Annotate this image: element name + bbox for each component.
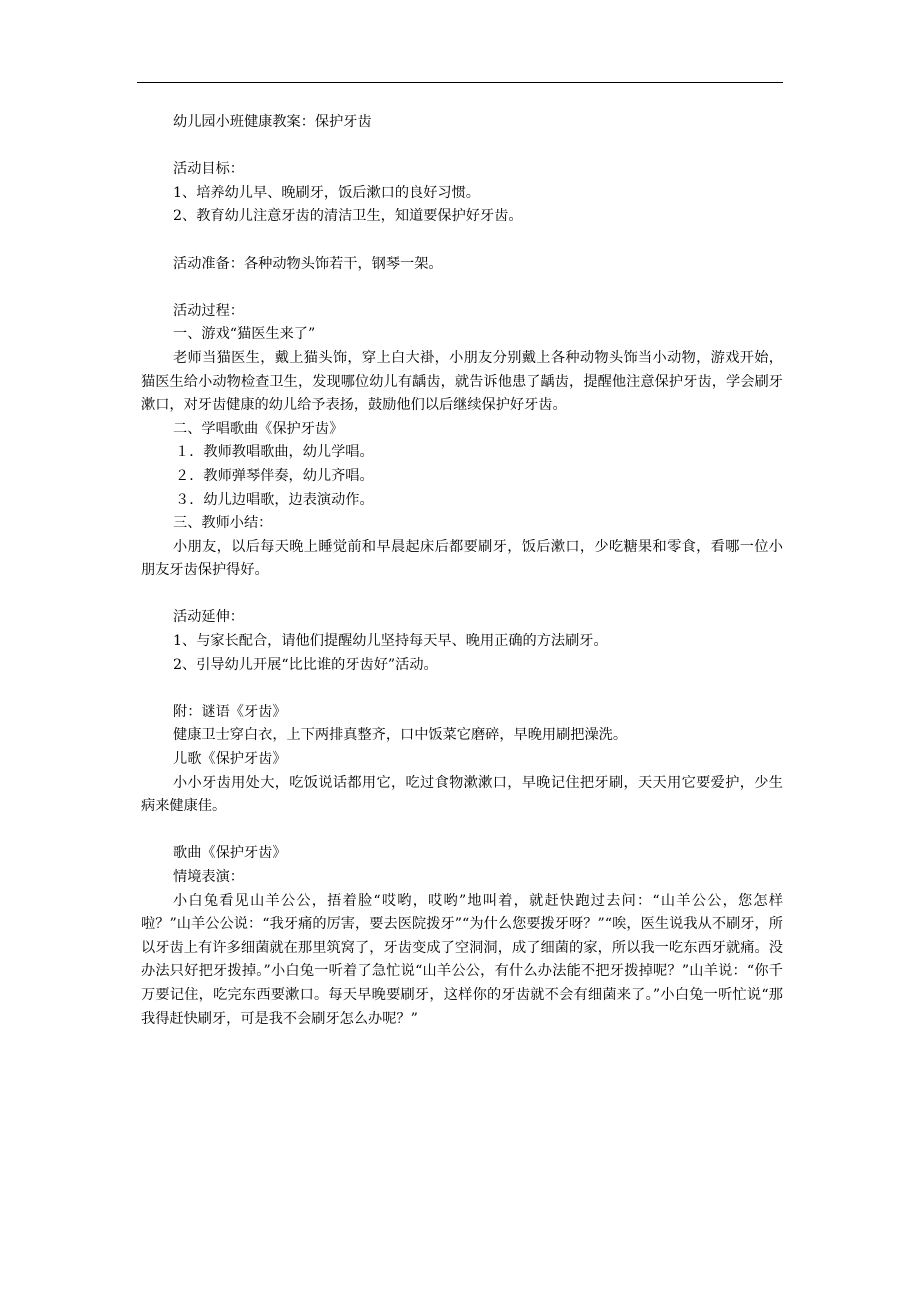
step1-text: 老师当猫医生，戴上猫头饰，穿上白大褂，小朋友分别戴上各种动物头饰当小动物，游戏开始，猫医生给小动物检查卫生，发现哪位幼儿有龋齿，就告诉他患了龋齿，提醒他注意保护牙齿，学会刷牙漱口，对牙齿健康的幼儿给予表扬，鼓励他们以后继续保护好牙齿。 (141, 349, 783, 414)
step2-item: ２．教师弹琴伴奏，幼儿齐唱。 (175, 467, 374, 484)
goal-item: 2、教育幼儿注意牙齿的清洁卫生，知道要保护好牙齿。 (173, 208, 523, 225)
spacer (141, 229, 783, 253)
header-rule (137, 82, 783, 83)
step3-text: 小朋友，以后每天晚上睡觉前和早晨起床后都要刷牙，饭后漱口，少吃糖果和零食，看哪一位小朋友牙齿保护得好。 (141, 538, 783, 579)
spacer (141, 677, 783, 701)
step1-title: 一、游戏“猫医生来了” (173, 326, 316, 343)
rhyme-text: 小小牙齿用处大，吃饭说话都用它，吃过食物漱漱口，早晚记住把牙刷，天天用它要爱护，少生病来健康佳。 (141, 774, 783, 815)
step2-item: １．教师教唱歌曲，幼儿学唱。 (175, 444, 374, 461)
extension-heading: 活动延伸： (173, 609, 244, 626)
spacer (141, 583, 783, 607)
step3-title: 三、教师小结： (173, 515, 273, 532)
preparation: 活动准备：各种动物头饰若干，钢琴一架。 (173, 255, 443, 272)
extension-item: 2、引导幼儿开展“比比谁的牙齿好”活动。 (173, 656, 438, 673)
extension-item: 1、与家长配合，请他们提醒幼儿坚持每天早、晚用正确的方法刷牙。 (173, 633, 608, 650)
goals-heading: 活动目标： (173, 161, 244, 178)
song-heading: 歌曲《保护牙齿》 (173, 845, 287, 862)
step2-item: ３．幼儿边唱歌，边表演动作。 (175, 491, 374, 508)
document-body (141, 111, 783, 1031)
scene-text: 小白兔看见山羊公公，捂着脸“哎哟，哎哟”地叫着，就赶快跑过去问：“山羊公公，您怎样啦？”山羊公公说：“我牙痛的厉害，要去医院拨牙”“为什么您要拨牙呀？”“唉，医生说我从不刷牙，所以牙齿上有许多细菌就在那里筑窝了，牙齿变成了空洞洞，成了细菌的家，所以我一吃东西牙就痛。没办法只好把牙拨掉。”小白兔一听着了急忙说“山羊公公，有什么办法能不把牙拨掉呢？”山羊说：“你千万要记住，吃完东西要漱口。每天早晚要刷牙，这样你的牙齿就不会有细菌来了。”小白兔一听忙说“那我得赶快刷牙，可是我不会刷牙怎么办呢？” (141, 892, 783, 1027)
riddle-text: 健康卫士穿白衣，上下两排真整齐，口中饭菜它磨碎，早晚用刷把澡洗。 (173, 727, 628, 744)
scene-heading: 情境表演： (173, 869, 244, 885)
spacer (141, 135, 783, 159)
spacer (141, 276, 783, 300)
document-title: 幼儿园小班健康教案：保护牙齿 (173, 114, 372, 130)
goal-item: 1、培养幼儿早、晚刷牙，饭后漱口的良好习惯。 (173, 184, 480, 201)
riddle-heading: 附：谜语《牙齿》 (173, 703, 287, 720)
step2-title: 二、学唱歌曲《保护牙齿》 (173, 420, 344, 437)
rhyme-heading: 儿歌《保护牙齿》 (173, 751, 287, 768)
spacer (141, 819, 783, 843)
process-heading: 活动过程： (173, 302, 244, 319)
